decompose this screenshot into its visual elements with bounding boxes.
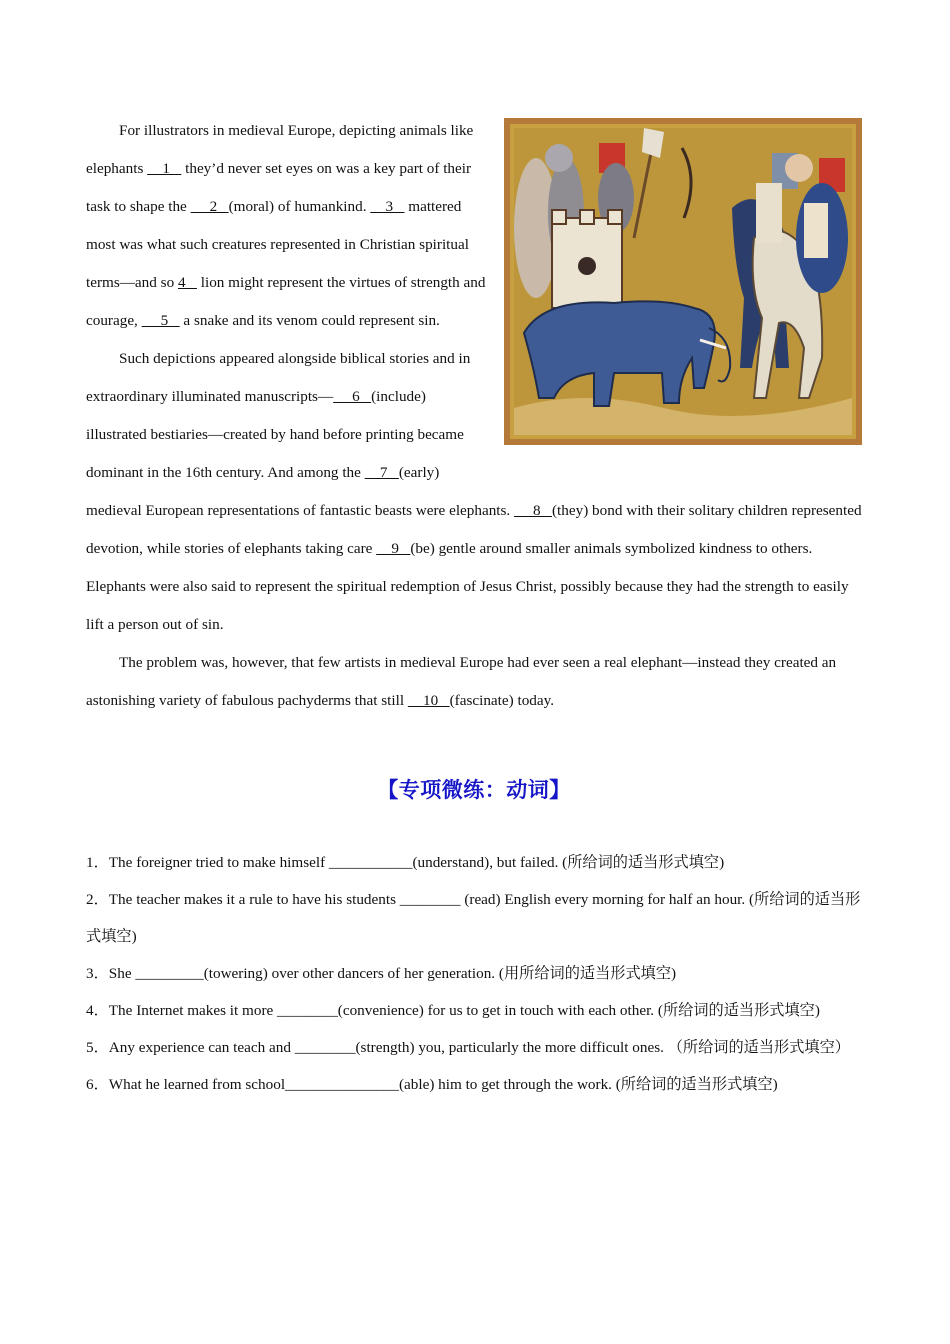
text-run: mattered most was what such creatures represented in Christian spiritual terms—and so: [86, 198, 469, 291]
text-run: Such depictions appeared alongside biblical stories and in extraordinary illuminated manuscripts—: [86, 350, 471, 405]
question-item: [86, 1029, 862, 1066]
question-number: 4．: [86, 1002, 109, 1019]
text-run: (fascinate) today.: [449, 692, 555, 709]
question-number: 5．: [86, 1039, 109, 1056]
blank-9[interactable]: 9: [376, 540, 411, 557]
question-text: The foreigner tried to make himself ___________(understand), but failed. (所给词的适当形式填空): [108, 854, 725, 871]
question-item: [86, 844, 862, 881]
blank-3[interactable]: 3: [370, 198, 405, 215]
text-run: they’d never set eyes on was a key part of their task to shape the: [86, 160, 472, 215]
question-text: The teacher makes it a rule to have his students ________ (read) English every morning for half an hour. (所给词的适当形式填空): [86, 891, 861, 945]
blank-2[interactable]: 2: [190, 198, 229, 215]
question-item: [86, 881, 862, 955]
paragraph-3: [86, 644, 862, 720]
medieval-elephant-illustration: [504, 118, 862, 445]
blank-4[interactable]: 4: [177, 274, 197, 291]
passage: [86, 112, 862, 720]
text-run: For illustrators in medieval Europe, depicting animals like elephants: [86, 122, 474, 177]
text-run: The problem was, however, that few artists in medieval Europe had ever seen a real elephant—instead they created an astonishing variety of fabulous pachyderms that still: [86, 654, 837, 709]
blank-6[interactable]: 6: [333, 388, 372, 405]
question-item: [86, 992, 862, 1029]
question-text: What he learned from school_______________(able) him to get through the work. (所给词的适当形式填空): [108, 1076, 778, 1093]
section-title: 【专项微练：动词】: [377, 778, 571, 802]
question-item: [86, 1066, 862, 1103]
text-run: lion might represent the virtues of strength and courage,: [86, 274, 486, 329]
question-text: Any experience can teach and ________(strength) you, particularly the more difficult ones. （所给词的适当形式填空）: [108, 1039, 850, 1056]
blank-1[interactable]: 1: [147, 160, 182, 177]
question-number: 2．: [86, 891, 109, 908]
blank-8[interactable]: 8: [514, 502, 552, 519]
question-text: She _________(towering) over other dancers of her generation. (用所给词的适当形式填空): [108, 965, 677, 982]
text-run: (early) medieval European representations of fantastic beasts were elephants.: [86, 464, 515, 519]
question-number: 6．: [86, 1076, 109, 1093]
text-run: (moral) of humankind.: [228, 198, 371, 215]
text-run: (include) illustrated bestiaries—created by hand before printing became dominant in the 16th century. And among the: [86, 388, 464, 481]
question-item: [86, 955, 862, 992]
text-run: (they) bond with their solitary children represented devotion, while stories of elephants taking care: [86, 502, 862, 557]
text-run: (be) gentle around smaller animals symbolized kindness to others. Elephants were also said to represent the spiritual redemption of Jesus Christ, possibly because they had the strength to easily lift a person out of sin.: [86, 540, 849, 633]
question-list: [86, 844, 862, 1103]
question-text: The Internet makes it more ________(convenience) for us to get in touch with each other. (所给词的适当形式填空): [108, 1002, 820, 1019]
blank-5[interactable]: 5: [141, 312, 180, 329]
text-run: a snake and its venom could represent sin.: [179, 312, 440, 329]
document-page: [86, 112, 862, 1103]
question-number: 1．: [86, 854, 109, 871]
blank-7[interactable]: 7: [364, 464, 399, 481]
blank-10[interactable]: 10: [407, 692, 450, 709]
question-number: 3．: [86, 965, 109, 982]
